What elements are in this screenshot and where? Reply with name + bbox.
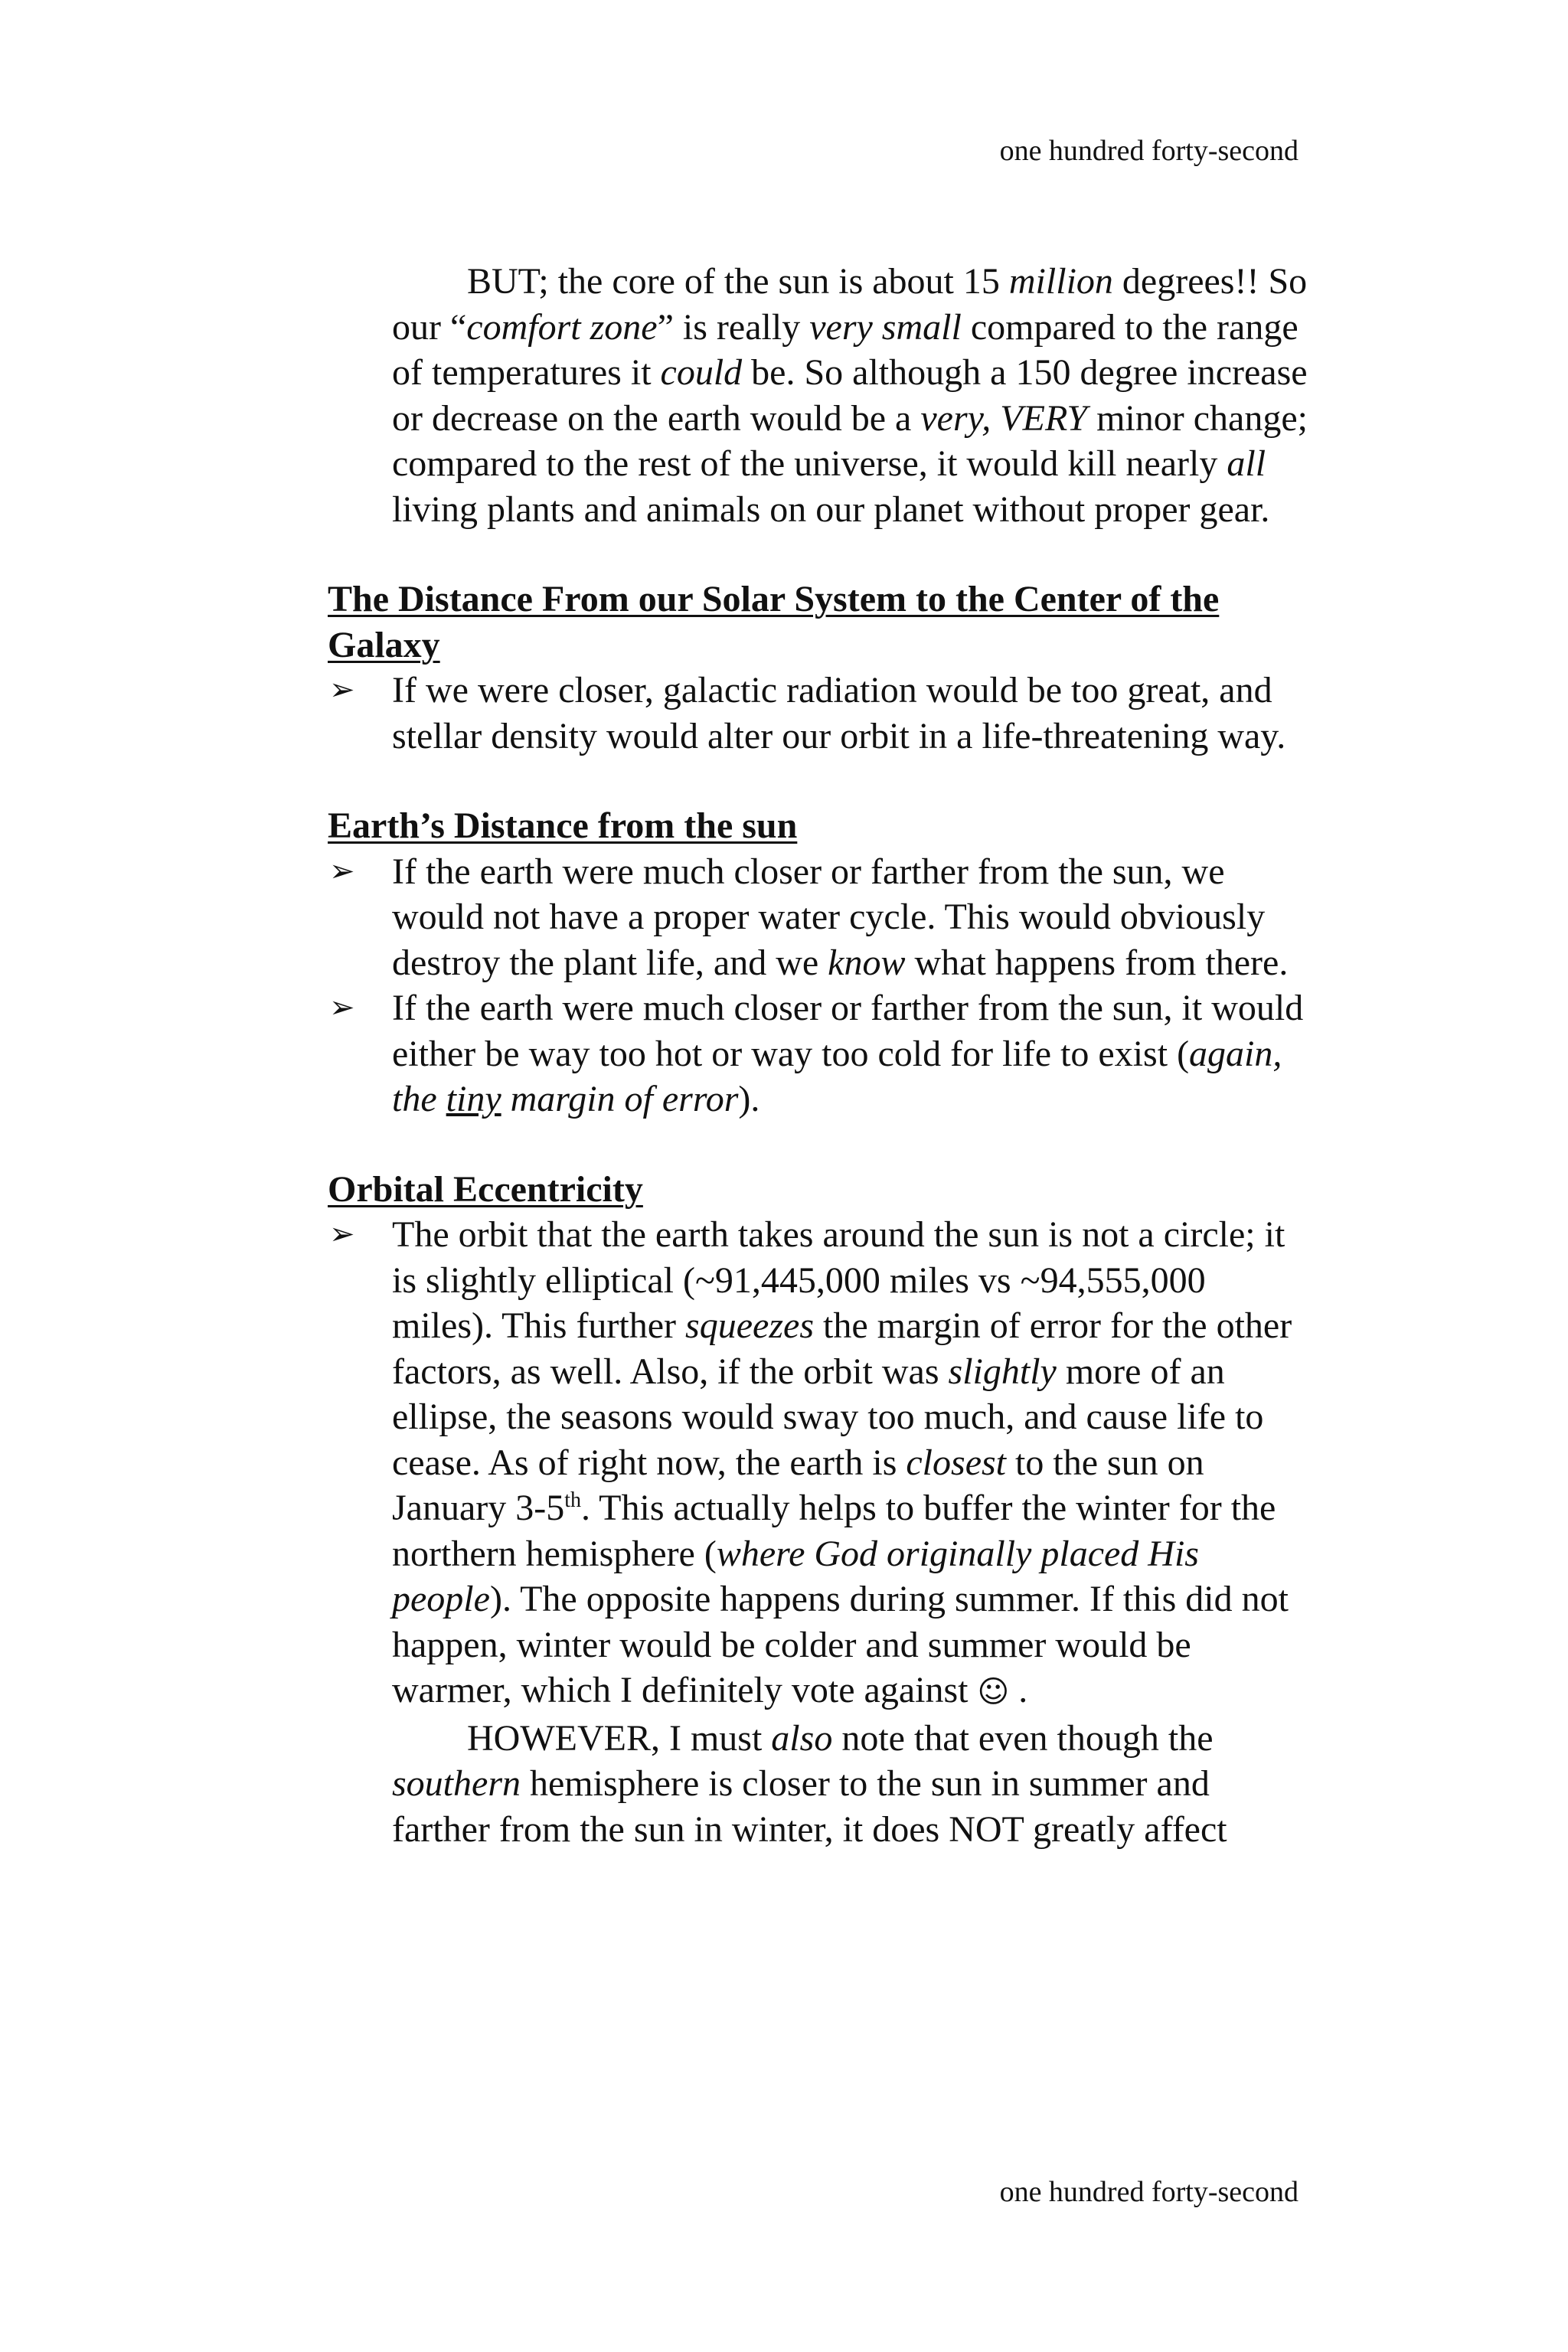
smiley-face-icon: ☺: [977, 1674, 1010, 1710]
list-item: ➢ If the earth were much closer or farther from the sun, it would either be way too hot or way too cold for life to exist (again, the tiny margin of error).: [328, 985, 1315, 1122]
page-header: one hundred forty-second: [999, 135, 1298, 167]
arrowhead-bullet-icon: ➢: [329, 672, 355, 707]
bullet-list: [328, 668, 1315, 759]
intro-paragraph: BUT; the core of the sun is about 15 million degrees!! So our “comfort zone” is really very small compared to the range of temperatures it could be. So although a 150 degree increase or decrease on the earth would be a very, VERY minor change; compared to the rest of the universe, it would kill nearly all living plants and animals on our planet without proper gear.: [392, 261, 1308, 530]
arrowhead-bullet-icon: ➢: [329, 853, 355, 889]
continuation-paragraph: HOWEVER, I must also note that even though the southern hemisphere is closer to the sun in summer and farther from the sun in winter, it does NOT greatly affect: [392, 1717, 1227, 1850]
bullet-list: [328, 1212, 1315, 1852]
list-item: ➢ The orbit that the earth takes around the sun is not a circle; it is slightly elliptical (~91,445,000 miles vs ~94,555,000 miles). This further squeezes the margin of error for the other factors, as well. Also, if the orbit was slightly more of an ellipse, the seasons would sway too much, and cause life to cease. As of right now, the earth is closest to the sun on January 3-5th. This actually helps to buffer the winter for the northern hemisphere (where God originally placed His people). The opposite happens during summer. If this did not happen, winter would be colder and summer would be warmer, which I definitely vote against ☺ . HOWEVER, I must also note that even though the southern hemisphere is closer to the sun in summer and farther from the sun in winter, it does NOT greatly affect: [328, 1212, 1315, 1852]
page-footer: one hundred forty-second: [999, 2176, 1298, 2208]
list-item: ➢ If the earth were much closer or farther from the sun, we would not have a proper water cycle. This would obviously destroy the plant life, and we know what happens from there.: [328, 849, 1315, 986]
section-orbital-eccentricity: [328, 1167, 1315, 1853]
section-heading: The Distance From our Solar System to the Center of the Galaxy: [328, 579, 1220, 665]
bullet-list: [328, 849, 1315, 1122]
list-item: ➢ If we were closer, galactic radiation would be too great, and stellar density would alter our orbit in a life-threatening way.: [328, 668, 1315, 759]
section-heading: Earth’s Distance from the sun: [328, 805, 798, 846]
page-content: [328, 259, 1315, 1852]
arrowhead-bullet-icon: ➢: [329, 990, 355, 1025]
section-earth-distance: [328, 803, 1315, 1122]
section-galaxy-distance: [328, 577, 1315, 759]
arrowhead-bullet-icon: ➢: [329, 1217, 355, 1252]
section-heading: Orbital Eccentricity: [328, 1168, 643, 1210]
